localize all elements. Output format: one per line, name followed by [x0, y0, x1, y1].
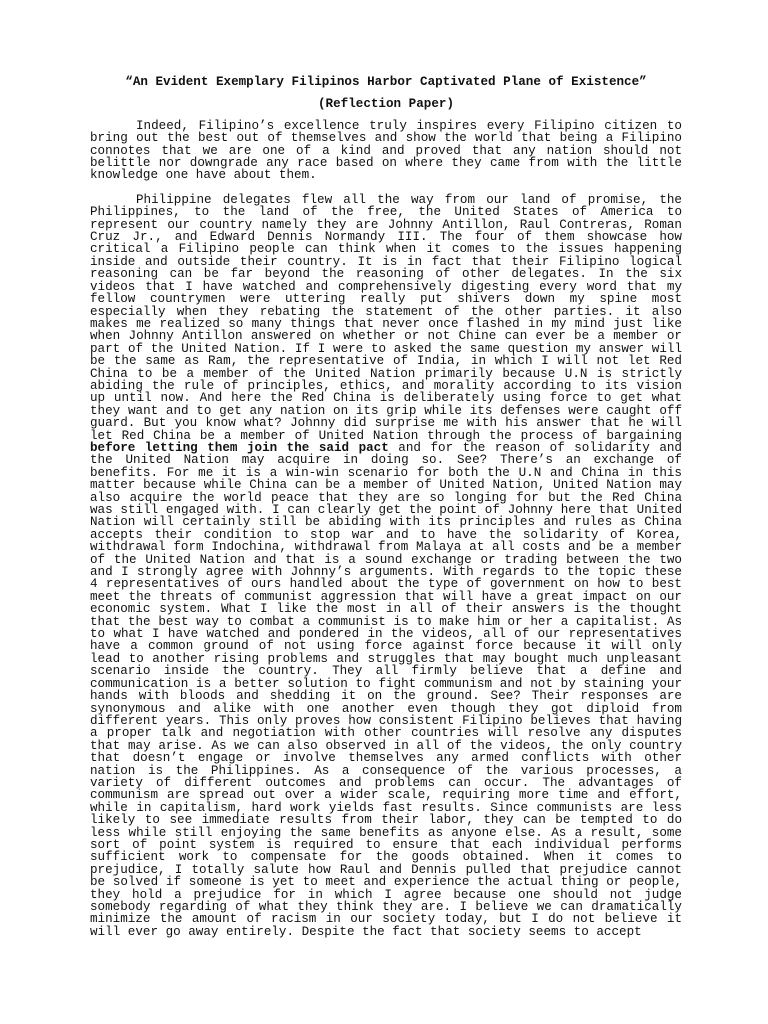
paragraph-2-text-start: Philippine delegates flew all the way from our land of promise, the Philippines, to the land of the free, the United States of America to represent our country namely they are Johnny Antillon, Raul Contreras, Roman Cruz Jr., and Edward Dennis Normandy III. The four of them showcase how critical a Filipino people can think when it comes to the issues happening inside and outside their country. It is in fact that their Filipino logical reasoning can be far beyond the reasoning of other delegates. In the six videos that I have watched and comprehensively digesting every word that my fellow countrymen were uttering really put shivers down my spine most especially when they rebating the statement of the other parties. it also makes me realized so many things that never once flashed in my mind just like when Johnny Antillon answered on whether or not Chine can ever be a member or part of the United Nation. If I were to asked the same question my answer will be the same as Ram, the representative of India, in which I will not let Red China to be a member of the United Nation primarily because U.N is strictly abiding the rule of principles, ethics, and morality according to its vision up until now. And here the Red China is deliberately using force to get what they want and to get any nation on its grip while its defenses were caught off guard. But you know what? Johnny did surprise me with his answer that he will let Red China be a member of United Nation through the process of bargaining: [90, 192, 682, 443]
paragraph-2: [90, 194, 682, 938]
paragraph-2-bold-phrase: before letting them join the said pact: [90, 440, 389, 455]
document-title: “An Evident Exemplary Filipinos Harbor Captivated Plane of Existence”: [125, 75, 647, 89]
document-subtitle: (Reflection Paper): [317, 97, 455, 112]
paragraph-2-text-end: and for the reason of solidarity and the United Nation may acquire in doing so. See? There’s an exchange of benefits. For me it is a win-win scenario for both the U.N and China in this matter because while China can be a member of United Nation, United Nation may also acquire the world peace that they are so longing for but the Red China was still engaged with. I can clearly get the point of Johnny here that United Nation will certainly still be abiding with its principles and rules as China accepts their condition to stop war and to have the solidarity of Korea, withdrawal form Indochina, withdrawal from Malaya at all costs and be a member of the United Nation and that is a sound exchange or trading between the two and I strongly agree with Johnny’s arguments. With regards to the topic these 4 representatives of ours handled about the type of government on how to best meet the threats of communist aggression that will have a great impact on our economic system. What I like the most in all of their answers is the thought that the best way to combat a communist is to make him or her a capitalist. As to what I have watched and pondered in the videos, all of our representatives have a common ground of not using force against force because it will only lead to another rising problems and struggles that may bought much unpleasant scenario inside the country. They all firmly believe that a define and communication is a better solution to fight communism and not by staining your hands with bloods and shedding it on the ground. See? Their responses are synonymous and alike with one another even though they got diploid from different years. This only proves how consistent Filipino believes that having a proper talk and negotiation with other countries will resolve any disputes that may arise. As we can also observed in all of the videos, the only country that doesn’t engage or involve themselves any armed conflicts with other nation is the Philippines. As a consequence of the various processes, a variety of different outcomes and problems can occur. The advantages of communism are spread out over a wider scale, requiring more time and effort, while in capitalism, hard work yields fast results. Since communists are less likely to see immediate results from their labor, they can be tempted to do less while still enjoying the same benefits as anyone else. As a result, some sort of point system is required to ensure that each individual performs sufficient work to compensate for the goods obtained. When it comes to prejudice, I totally salute how Raul and Dennis pulled that prejudice cannot be solved if someone is yet to meet and experience the actual thing or people, they hold a prejudice for in which I agree because one should not judge somebody regarding of what they think they are. I believe we can dramatically minimize the amount of racism in our society today, but I do not believe it will ever go away entirely. Despite the fact that society seems to accept: [90, 440, 682, 939]
paragraph-1: Indeed, Filipino’s excellence truly inspires every Filipino citizen to bring out the best out of themselves and show the world that being a Filipino connotes that we are one of a kind and proved that any nation should not belittle nor downgrade any race based on where they came from with the little knowledge one have about them.: [90, 118, 682, 183]
